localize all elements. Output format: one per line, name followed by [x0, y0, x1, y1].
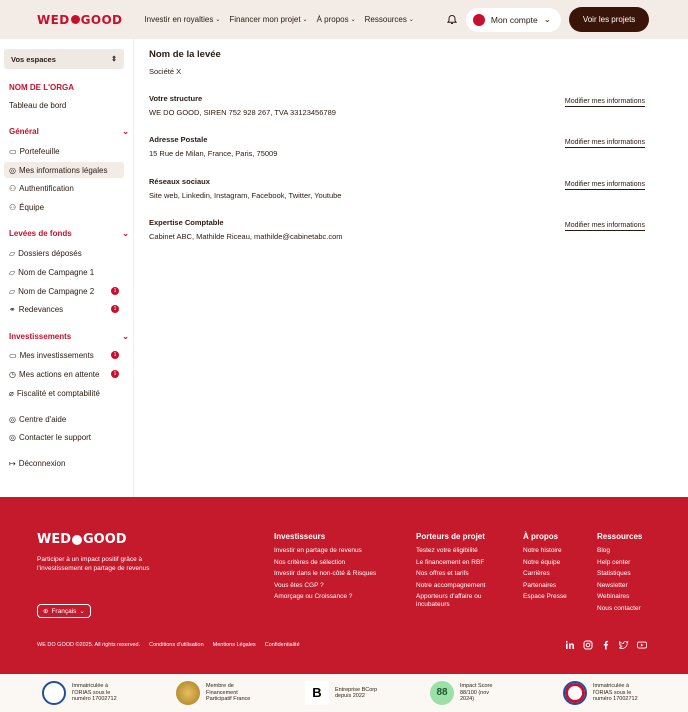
- footer: [0, 497, 688, 674]
- footer-link[interactable]: Blog: [597, 547, 611, 554]
- footer-col-title: À propos: [523, 532, 559, 541]
- sidebar-item-legal-info[interactable]: [4, 162, 124, 178]
- footer-link[interactable]: Investir en partage de revenus: [274, 547, 362, 554]
- linkedin-icon[interactable]: [565, 640, 575, 650]
- nav-finance[interactable]: Financer mon projet ⌄: [229, 15, 308, 24]
- sidebar-item-label: Tableau de bord: [9, 100, 67, 110]
- sidebar-item-help[interactable]: [4, 411, 124, 427]
- footer-link[interactable]: Notre équipe: [523, 558, 561, 566]
- footer-col-project-owners: [416, 532, 500, 614]
- cert-orias: [42, 681, 126, 705]
- top-navbar: [0, 0, 688, 39]
- edit-accounting-link[interactable]: Modifier mes informations: [564, 222, 645, 229]
- logout-icon: ↦: [9, 458, 16, 468]
- space-selector-label: Vos espaces: [11, 54, 56, 64]
- chevron-down-icon: ⌄: [302, 17, 308, 23]
- chevron-down-icon: ⌄: [122, 127, 129, 136]
- sidebar-item-label: Mes investissements: [19, 350, 94, 360]
- certifications-bar: [0, 674, 688, 712]
- user-key-icon: ⚇: [9, 183, 17, 193]
- footer-col-about: [523, 532, 567, 605]
- sidebar-item-campaign-1[interactable]: [4, 264, 124, 280]
- section-value: Cabinet ABC, Mathilde Riceau, mathilde@cabinetabc.com: [149, 232, 343, 241]
- sidebar-item-label: Redevances: [18, 304, 64, 314]
- twitter-icon[interactable]: [619, 640, 629, 650]
- cert-fpf: [176, 681, 260, 705]
- section-social: [149, 177, 645, 200]
- chevron-down-icon: ⌄: [543, 14, 551, 24]
- chevron-down-icon: ⌄: [122, 229, 129, 238]
- footer-link[interactable]: Vous êtes CGP ?: [274, 581, 324, 589]
- wallet-icon: ▭: [9, 146, 17, 156]
- logout-button[interactable]: [4, 455, 124, 471]
- cert-bcorp: [305, 681, 385, 705]
- sidebar-item-label: Nom de Campagne 1: [18, 267, 95, 277]
- section-value: Site web, Linkedin, Instagram, Facebook, Twitter, Youtube: [149, 191, 342, 200]
- users-icon: ⚇: [9, 202, 17, 212]
- footer-link[interactable]: Amorçage ou Croissance ?: [274, 593, 353, 600]
- notification-badge: 1: [111, 305, 119, 313]
- edit-structure-link[interactable]: Modifier mes informations: [564, 98, 645, 105]
- footer-legal: [37, 642, 300, 648]
- language-label: Français: [51, 607, 77, 615]
- bell-icon[interactable]: [445, 13, 459, 27]
- sidebar-item-label: Équipe: [19, 202, 45, 212]
- footer-link[interactable]: Newsletter: [597, 581, 628, 589]
- nav-invest[interactable]: Investir en royalties ⌄: [144, 15, 221, 24]
- clock-icon: ◷: [9, 369, 16, 379]
- footer-link[interactable]: Statistiques: [597, 570, 631, 577]
- sidebar-item-portfolio[interactable]: [4, 143, 124, 159]
- footer-col-resources: [597, 532, 642, 616]
- sidebar-item-team[interactable]: [4, 199, 124, 215]
- bcorp-logo-icon: B: [305, 681, 329, 705]
- footer-link[interactable]: Testez votre éligibilité: [416, 547, 478, 554]
- chevron-down-icon: ⌄: [408, 17, 414, 23]
- cert-orias-2: [563, 681, 647, 705]
- sidebar-item-royalties[interactable]: [4, 301, 124, 317]
- footer-link[interactable]: Help center: [597, 558, 631, 566]
- edit-social-link[interactable]: Modifier mes informations: [564, 181, 645, 188]
- section-fundraising[interactable]: [9, 229, 129, 238]
- footer-link[interactable]: Nous contacter: [597, 604, 641, 612]
- footer-link[interactable]: Le financement en RBF: [416, 558, 485, 566]
- cert-text: Immatriculée à l'ORIAS sous le numéro 17002712: [593, 683, 638, 703]
- org-title: NOM DE L'ORGA: [9, 83, 75, 92]
- edit-address-link[interactable]: Modifier mes informations: [564, 139, 645, 146]
- sidebar-item-label: Mes actions en attente: [18, 369, 100, 379]
- footer-col-title: Porteurs de projet: [416, 532, 485, 541]
- page-title: Nom de la levée: [149, 49, 221, 60]
- cert-text: Membre de Financement Participatif France: [206, 683, 251, 703]
- sidebar-item-label: Centre d'aide: [18, 414, 67, 424]
- footer-col-title: Ressources: [597, 532, 643, 541]
- account-menu[interactable]: [466, 8, 561, 32]
- sidebar-item-files[interactable]: [4, 245, 124, 261]
- impact-score-badge: 88: [430, 681, 454, 705]
- chevron-down-icon: ⌄: [79, 608, 85, 615]
- sidebar-item-label: Nom de Campagne 2: [18, 286, 95, 296]
- help-icon: ◎: [9, 414, 16, 424]
- cert-text: Entreprise BCorp depuis 2022: [335, 686, 378, 699]
- notification-badge: 1: [111, 287, 119, 295]
- footer-link[interactable]: Apporteurs d'affaire ou incubateurs: [416, 593, 482, 608]
- sidebar-item-label: Dossiers déposés: [18, 248, 82, 258]
- footer-link[interactable]: Carrières: [523, 570, 550, 577]
- youtube-icon[interactable]: [637, 640, 647, 650]
- sidebar-item-pending-actions[interactable]: [4, 366, 124, 382]
- sidebar-item-label: Fiscalité et comptabilité: [16, 388, 100, 398]
- info-icon: ◎: [9, 165, 16, 175]
- social-links: [565, 640, 647, 650]
- sidebar-item-tax[interactable]: [4, 385, 124, 401]
- section-title: Expertise Comptable: [149, 218, 224, 227]
- chevron-down-icon: ⌄: [215, 17, 221, 23]
- sidebar-item-my-investments[interactable]: [4, 347, 124, 363]
- section-general[interactable]: [9, 127, 129, 136]
- chevron-updown-icon: ⇕: [111, 56, 117, 63]
- view-projects-button[interactable]: Voir les projets: [569, 7, 649, 32]
- section-title: Adresse Postale: [149, 135, 208, 144]
- orias-logo-icon: [563, 681, 587, 705]
- company-name: Société X: [149, 67, 182, 76]
- chevron-down-icon: ⌄: [350, 17, 356, 23]
- footer-col-investors: [274, 532, 376, 605]
- sidebar: [0, 39, 134, 497]
- section-title: Votre structure: [149, 94, 203, 103]
- instagram-icon[interactable]: [583, 640, 593, 650]
- account-label: Mon compte: [490, 14, 538, 25]
- section-accounting: [149, 218, 645, 241]
- folder-icon: ▱: [9, 248, 16, 258]
- footer-link[interactable]: Nos offres et tarifs: [416, 570, 469, 577]
- folder-icon: ▱: [9, 267, 16, 277]
- question-icon: ◎: [9, 432, 16, 442]
- folder-icon: ▱: [9, 286, 16, 296]
- footer-link[interactable]: Notre accompagnement: [416, 581, 486, 589]
- cert-text: Immatriculée à l'ORIAS sous le numéro 17002712: [72, 683, 117, 703]
- copyright: WE DO GOOD ©2025. All rights reserved.: [37, 642, 141, 648]
- orias-logo-icon: [42, 681, 66, 705]
- section-value: WE DO GOOD, SIREN 752 928 267, TVA 33123456789: [149, 108, 336, 117]
- footer-tagline: Participer à un impact positif grâce à l'investissement en partage de revenus: [37, 556, 150, 572]
- fpf-badge-icon: [176, 681, 200, 705]
- section-investments[interactable]: [9, 332, 129, 341]
- globe-icon: ⊕: [43, 608, 49, 615]
- section-title: Général: [9, 127, 39, 136]
- sidebar-item-label: Portefeuille: [19, 146, 60, 156]
- sidebar-item-auth[interactable]: [4, 180, 124, 196]
- sidebar-item-label: Mes informations légales: [18, 165, 108, 175]
- nav-resources[interactable]: Ressources ⌄: [364, 15, 414, 24]
- chevron-down-icon: ⌄: [122, 332, 129, 341]
- section-title: Investissements: [9, 332, 72, 341]
- chart-icon: ▭: [9, 350, 17, 360]
- footer-link[interactable]: Nos critères de sélection: [274, 558, 346, 566]
- footer-link[interactable]: Webinaires: [597, 593, 630, 600]
- legal-notice-link[interactable]: Mentions Légales: [212, 642, 256, 648]
- footer-link[interactable]: Espace Presse: [523, 593, 567, 600]
- logo[interactable]: WED GOOD: [37, 12, 123, 27]
- sidebar-item-support[interactable]: [4, 429, 124, 445]
- sidebar-item-label: Contacter le support: [18, 432, 92, 442]
- coins-icon: ⚭: [9, 304, 16, 314]
- section-structure: [149, 94, 645, 117]
- language-selector[interactable]: [37, 604, 91, 618]
- privacy-link[interactable]: Confidentialité: [264, 642, 300, 648]
- sidebar-item-dashboard[interactable]: [4, 97, 124, 113]
- footer-link[interactable]: Partenaires: [523, 581, 557, 589]
- footer-logo[interactable]: WED GOOD: [37, 532, 127, 547]
- section-address: [149, 135, 645, 158]
- sidebar-item-campaign-2[interactable]: [4, 283, 124, 299]
- sidebar-item-label: Authentification: [19, 183, 74, 193]
- facebook-icon[interactable]: [601, 640, 611, 650]
- section-value: 15 Rue de Milan, France, Paris, 75009: [149, 149, 278, 158]
- footer-col-title: Investisseurs: [274, 532, 326, 541]
- main-nav: [144, 15, 413, 24]
- footer-link[interactable]: Investir dans le non-côté & Risques: [274, 570, 377, 577]
- section-title: Réseaux sociaux: [149, 177, 210, 186]
- terms-link[interactable]: Conditions d'utilisation: [149, 642, 204, 648]
- avatar: [473, 14, 485, 26]
- notification-badge: 1: [111, 351, 119, 359]
- notification-badge: 1: [111, 370, 119, 378]
- space-selector[interactable]: [4, 49, 124, 69]
- nav-about[interactable]: À propos ⌄: [316, 15, 356, 24]
- section-title: Levées de fonds: [9, 229, 72, 238]
- sidebar-item-label: Déconnexion: [18, 458, 66, 468]
- paperclip-icon: ⌀: [9, 388, 14, 398]
- footer-link[interactable]: Notre histoire: [523, 547, 562, 554]
- main-content: [149, 49, 649, 241]
- cert-text: Impact Score 88/100 (nov 2024): [460, 683, 493, 703]
- cert-impact-score: [430, 681, 500, 705]
